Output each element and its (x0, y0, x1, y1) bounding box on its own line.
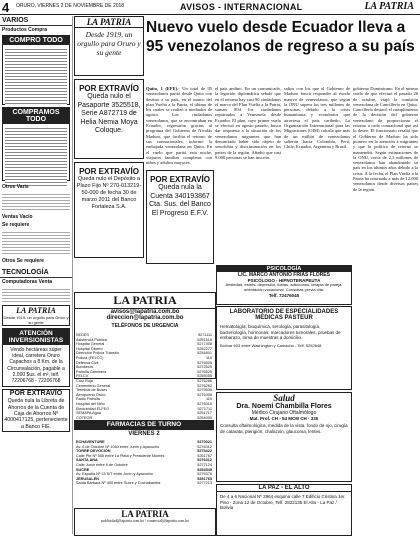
section-ventas: Ventas Vacío (2, 214, 33, 220)
extravio-ad-2 (74, 162, 144, 258)
patria-footer-ad (74, 508, 216, 536)
extravio-ad-2-title: POR EXTRAVÍO (79, 167, 139, 176)
news-col-2 (215, 86, 281, 262)
extravio-ad-1-title: POR EXTRAVÍO (79, 84, 139, 93)
header-section: AVISOS - INTERNACIONAL (180, 2, 303, 12)
lapaz-title: LA PAZ - EL ALTO (217, 485, 351, 492)
phone-label: COTEOR (76, 415, 93, 420)
section-productos: Productos Compra (2, 27, 48, 33)
phone-number: 5276525 (197, 369, 212, 374)
la-paz-ad (216, 484, 352, 536)
clinica-ad (216, 392, 352, 482)
psicologia-ad (216, 265, 352, 305)
lab-title: LABORATORIO DE ESPECIALIDADES MÉDICAS PASTEUR (229, 309, 339, 321)
ads-column (74, 16, 144, 288)
farmacia-label: Santa Bárbara Nº 400 entre Sucre y Cochabamba (76, 481, 161, 486)
farmacia-phone: 5251765 (197, 476, 212, 481)
farmacia-label: Calle Pte Nº 555 entre La Plata y Presidente Montes (76, 453, 165, 458)
farmacia-label: TORRE DEVOCIÓN (76, 449, 111, 454)
extravio-side-title: POR EXTRAVÍO (9, 390, 63, 398)
phone-number: 5276305 (197, 392, 212, 397)
phone-number: 5277408 (197, 342, 212, 347)
clinic-logo: Salud (273, 393, 295, 403)
phone-number: 5279535 (197, 388, 212, 393)
laboratorio-ad (216, 306, 352, 390)
clinic-doctor: Dra. Noemí Chambilla Flores (236, 403, 332, 410)
farmacia-row (76, 481, 212, 486)
psico-sub: PSICÓLOGO - HIPNOTERAPEUTA (247, 278, 321, 283)
phone-number: 5254801 (197, 351, 212, 356)
farmacia-phone: 5277124 (197, 462, 212, 467)
atencion-text: Vendo hectáreas súper ideal, carretera Oruro Capachos a 8 Km. de la Circunvalación, pagable a 2.000 $us. el m², telf. 72206768 - 72206768 (7, 347, 65, 385)
farmacia-label: SUCRE (76, 467, 90, 472)
farmacia-phone: 5276312 (197, 444, 212, 449)
section-otros-varios: Otros Varis (2, 184, 29, 190)
phone-label: Radio Patrulla (76, 397, 100, 402)
la-patria-ad-logo: LA PATRIA (75, 17, 143, 28)
phone-number: 5271711 (197, 406, 212, 411)
section-varios: VARIOS (0, 16, 72, 26)
farmacia-phone: 5276312 (197, 458, 212, 463)
news-col-4 (353, 86, 418, 526)
section-se-requiere: Se requiere (2, 222, 30, 228)
news-text-4: gobierno Dominicano. En el mismo vuelo de que efectuó el pasado 26 de octubre, viajó la comisión venezolana de Cancillería en Quito. Cancillería destacó el cumplimiento de la decisión del gobierno venezolano de proporcionar el retorno a cada connacional que así lo desee. El funcionario resaltó que el Gobierno de Maduro ha sido pionero en la atención a migrantes y que la política de retorno se mantendrá. Según estimaciones de la ONU, cerca de 2,3 millones de venezolanos han abandonado su país en los últimos años debido a la crisis. A la fecha, el Plan Vuelta a la Patria ha retornado a más de 12.000 venezolanos desde diversos países de la región. (353, 86, 418, 192)
clinic-hours: Mat. Prof. CH - 54 MCM CH - 330 (249, 416, 319, 421)
urgencia-title: TELÉFONOS DE URGENCIA (111, 323, 179, 329)
phone-number: 5272525 (197, 365, 212, 370)
patria-footer-text: publicidad@lapatria.com.bo / comercial@lapatria.com.bo (100, 519, 190, 523)
news-col-3 (284, 86, 350, 262)
phone-number: 5254000 (197, 415, 212, 420)
phone-label: Cementerio General (76, 383, 111, 388)
compramos-todo-ad (2, 107, 70, 181)
phone-number: 5276315 (197, 401, 212, 406)
phone-label: Defensa Civil (76, 360, 99, 365)
farmacia-phone: 5277213 (197, 481, 212, 486)
farmacia-label: Calle Junín entre 6 de Octubre (76, 462, 128, 467)
farmacias-title: FARMACIAS DE TURNO (74, 420, 214, 430)
news-col-1 (146, 86, 212, 168)
farmacia-phone: 5276378 (197, 472, 212, 477)
phone-number: 5251717 (197, 411, 212, 416)
se-requiere-text (2, 230, 70, 256)
atencion-ad (2, 328, 70, 387)
computadoras-text (2, 287, 70, 303)
page-number: 4 (2, 0, 10, 15)
atencion-title: ATENCIÓN INVERSIONISTAS (3, 329, 69, 345)
news-headline-box (146, 18, 418, 84)
phone-number: 5251515 (197, 337, 212, 342)
compro-todo-text (5, 47, 67, 105)
otros-varios-text (2, 192, 70, 212)
phone-number: 5276262 (197, 383, 212, 388)
farmacia-label: Av. 6 de Octubre Nº 1063 entre Junín y Ayacucho (76, 444, 160, 449)
phone-label: Hospital del Niño (76, 401, 105, 406)
section-computadoras: Computadoras Venta (2, 279, 53, 285)
lapaz-text: De 4 a 6 Nacional Nº 2964 esquina calle 7 Edificio Cristina 1er. Piso - Zona 12 de Octubre, Telf. 2822135 El Alto - La Paz / Bolivia (220, 494, 346, 511)
la-patria-mini-ad (2, 305, 70, 326)
phone-label: FELCV (76, 374, 89, 379)
extravio-ad-1 (74, 79, 144, 159)
phone-number: 5276505 (197, 360, 212, 365)
phone-label: Hospital Obrero (76, 346, 103, 351)
phone-label: Patrulla Caminera (76, 369, 107, 374)
phone-number: 5252277 (197, 346, 212, 351)
compro-todo-title: COMPRO TODO (3, 36, 69, 45)
news-text-2: el país andino. En un comunicado, la legación diplomática señaló que en el retorno hay casi 90 ciudadanos el marco del Plan Vuelta a la Patria, suman 894 los ciudadanos repatriados a Venezuela desde Ecuador. El plan, cuyo primer vuelo se efectuó en agosto pasado, busca dar respuesta a la situación de los venezolanos migrantes que han denunciado haber sido objeto de xenofobia y discriminación en los países de la región. Añadió que casi 9.000 personas se han inscrito. (215, 86, 281, 160)
farmacias-day: VIERNES 2 (128, 431, 160, 437)
phone-label: SEMAPA Agua (76, 411, 102, 416)
farmacia-label: SANTA ANA (76, 458, 98, 463)
section-tecnologia: TECNOLOGÍA (0, 268, 72, 278)
psico-name: LIC. MARCO ANTONIO FRÍAS FLORES (238, 272, 330, 278)
psico-text: Ansiedad, estrés, depresión, fobias, adicciones, terapia de pareja, orientación vocacional. Consultas previa cita. (225, 282, 343, 292)
contact-email-2: direccion@lapatria.com.bo (106, 315, 184, 321)
phone-label: SEDES (76, 333, 89, 337)
lab-services: Hematología, bioquímica, serología, parasitología, bacteriología, hormonas, marcadores tumorales, pruebas de embarazo, toma de muestras a domicilio. (220, 324, 341, 340)
extravio-ad-3 (146, 170, 214, 264)
contact-email-1: avisos@lapatria.com.bo (110, 309, 180, 315)
farmacia-label: JERUSALÉN (76, 476, 99, 481)
patria-footer-logo: LA PATRIA (121, 509, 169, 519)
psico-tel: Telf. 72476045 (268, 292, 300, 298)
farmacia-phone: 5251767 (197, 453, 212, 458)
phone-number: 110 (205, 355, 212, 360)
phone-label: Aeropuerto Oruro (76, 392, 106, 397)
news-text-3: saltos con los que el Gobierno de Maduro busca responder al éxodo masivo de venezolanos, que según la ONU supera los tres millones de personas, debido a la crisis humanitaria y económica que atraviesa el país caribeño. La Organización Internacional para las Migraciones (OIM) calcula que más de un millón de venezolanos salieron hacia Colombia, Perú, Chile, Ecuador, Argentina y Brasil. (284, 86, 350, 150)
extravio-ad-1-text: Queda nulo el Pasaporte 3525518, Serie A872719 de Helia Nemia Moya Coloque. (77, 93, 141, 134)
clinic-items: Consulta oftalmológica, medida de la vista, fondo de ojo, cirugía de catarata, pterigión, chalazión, glaucoma, lentes. (220, 423, 348, 434)
section-otros-se-requiere: Otros Se requiere (2, 258, 44, 264)
extravio-side-text: Queda nula la Libreta de Ahorros de la Cuenta de Caja de Ahorros Nº 4000417125, perteneciente a Banco FIE. (4, 398, 68, 430)
extravio-ad-2-text: Queda nulo el Depósito a Plazo Fijo Nº 270-013219-50-000 de fecha 30 de marzo 2011 del Banco Fortaleza S.A. (76, 176, 142, 210)
news-text-1: Un total de 95 venezolanos partió desde Quito con destino a su país, en el marco del plan Vuelta a la Patria, el último de los cuales se realizó a mediados de agosto. Los ciudadanos venezolanos, que se encontraban en Ecuador, regresaron gracias al programa del Gobierno de Nicolás Maduro, que facilita el retorno de sus connacionales, informó la embajada venezolana en Quito. En el vuelo que partió esta noche, viajaron familias completas con niños y adultos mayores. (146, 86, 212, 166)
farmacias-list (76, 440, 212, 506)
news-headline: Nuevo vuelo desde Ecuador lleva a 95 venezolanos de regreso a su país (146, 19, 415, 55)
phone-label: Hospital General (76, 342, 105, 347)
la-patria-ad (74, 16, 144, 76)
compramos-todo-text (5, 126, 67, 188)
farmacia-phone: 5254545 (197, 467, 212, 472)
phone-label: Asistencia Pública (76, 337, 107, 342)
phone-label: Bomberos (76, 365, 94, 370)
phone-number: 110 (205, 397, 212, 402)
contact-logo: LA PATRIA (75, 293, 215, 309)
phone-label: Terminal de Buses (76, 388, 108, 393)
page-header (0, 0, 420, 15)
extravio-side-ad (2, 389, 70, 432)
phone-label: Policía (FELCC) (76, 355, 104, 360)
la-patria-mini-slogan: Desde 1919, un orgullo para Oruro y su gente (3, 315, 69, 325)
phone-label: Cruz Roja (76, 378, 93, 383)
phone-number: 5255055 (197, 374, 212, 379)
phone-number: 5271111 (198, 333, 212, 337)
phone-label: Dirección Policía Tránsito (76, 351, 119, 356)
header-date: ORURO, VIERNES 2 DE NOVIEMBRE DE 2018 (16, 3, 125, 9)
la-patria-ad-slogan: Desde 1919, un orgullo para Oruro y su gente (77, 30, 141, 57)
lab-address: Bolívar 603 entre Washington y Camacho - Telf. 5252648 (220, 342, 322, 348)
extravio-ad-3-title: POR EXTRAVÍO (150, 175, 210, 184)
compro-todo-ad (2, 35, 70, 105)
farmacia-label: Av. España Nº 13 S/T entre Junín y Ayacucho (76, 472, 153, 477)
farmacia-label: ECHAVENTURE (76, 440, 105, 444)
farmacia-phone: 5275422 (197, 449, 212, 454)
phone-label: Electricidad ELFEO (76, 406, 110, 411)
la-patria-mini-logo: LA PATRIA (16, 306, 56, 315)
extravio-ad-3-text: Queda nula la Cuenta 340193867 Cta. Sus. del Banco El Progreso E.F.V. (149, 184, 211, 217)
header-logo: LA PATRIA (364, 1, 414, 12)
clinic-specialty: Médico Cirujano Oftalmólogo (251, 410, 317, 416)
psico-title: PSICOLOGÍA (217, 266, 351, 272)
classifieds-column (0, 16, 73, 534)
phone-number: 5276266 (197, 378, 212, 383)
compramos-todo-title: COMPRAMOS TODO (3, 108, 69, 124)
phone-list (76, 333, 212, 420)
farmacia-phone: 5270021 (197, 440, 212, 444)
news-dateline: Quito, 1 (EFE).- (146, 86, 180, 91)
